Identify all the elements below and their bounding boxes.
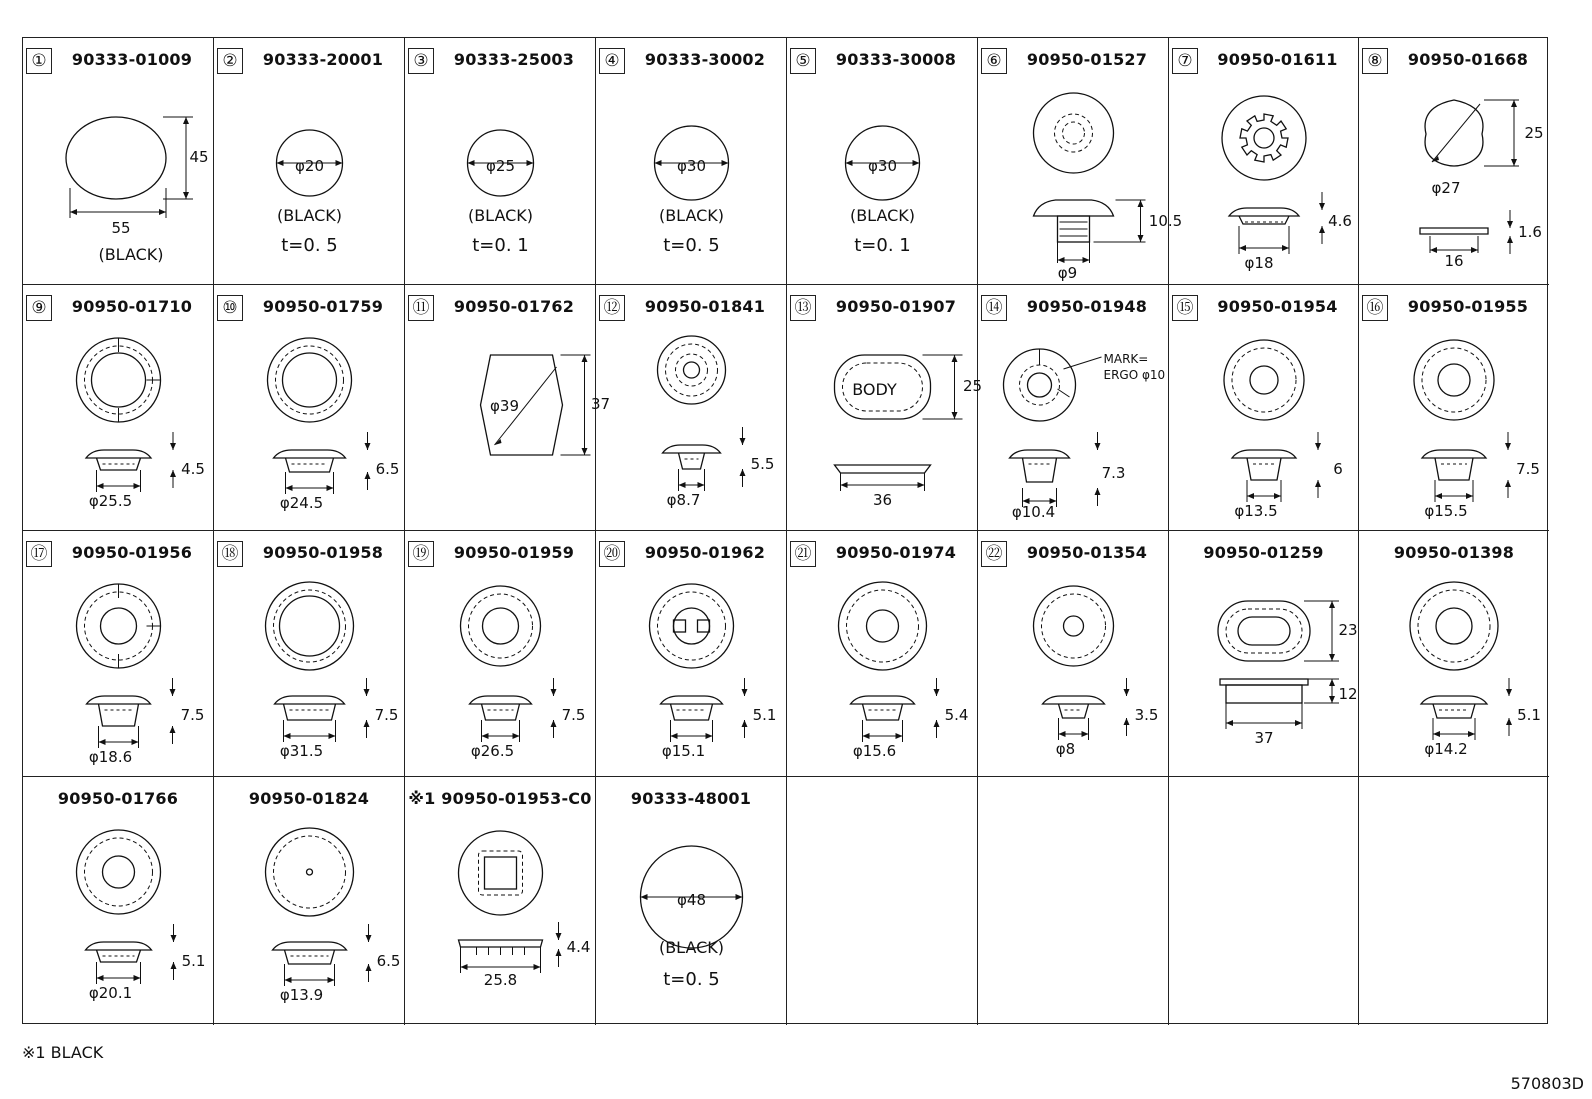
part-number: 90950-01907 [835,297,957,316]
part-drawing [77,338,177,492]
empty-cell [787,777,978,1025]
item-number: ㉒ [981,541,1007,567]
dimension-height: 7.5 [180,706,205,724]
dimension-height: 6.5 [376,952,401,970]
color-note: (BLACK) [658,206,725,225]
thickness-note: t=0. 5 [281,235,338,256]
part-cell [23,777,214,1025]
dimension-height: 4.4 [566,938,591,956]
dimension-diameter: φ18.6 [88,748,133,766]
part-cell [978,38,1183,285]
item-number: ① [26,48,52,74]
dimension-height: 10.5 [1148,212,1183,230]
item-number: ⑦ [1172,48,1198,74]
body-label: BODY [852,380,897,399]
part-figure [405,777,596,1025]
item-number: ⑥ [981,48,1007,74]
item-number: ⑧ [1362,48,1388,74]
part-number: 90950-01759 [262,297,384,316]
part-cell [596,285,787,531]
item-number: ④ [599,48,625,74]
dimension-diameter: φ9 [1057,264,1078,282]
part-number: 90333-20001 [262,50,384,69]
part-figure [978,531,1169,777]
part-drawing [1218,601,1339,729]
part-drawing [1420,100,1519,254]
part-drawing [1410,582,1512,740]
dimension-diameter: φ18 [1244,254,1274,272]
part-figure [1359,38,1549,285]
item-number: ⑱ [217,541,243,567]
part-number: 90950-01962 [644,543,766,562]
dimension-height: 5.4 [944,706,969,724]
part-drawing [268,338,371,494]
part-drawing [1034,93,1146,263]
dimension-height: 5.5 [750,455,775,473]
thickness-note: t=0. 1 [472,235,529,256]
dimension-diameter: φ25.5 [88,492,133,510]
thickness-note: t=0. 5 [663,235,720,256]
part-cell [978,285,1169,531]
item-number: ③ [408,48,434,74]
part-number: 90333-01009 [71,50,193,69]
part-cell [596,777,787,1025]
dimension-diameter: φ13.9 [279,986,324,1004]
dimension-height: 4.6 [1328,212,1352,230]
part-figure [1359,285,1549,531]
dimension-diameter: φ20.1 [88,984,133,1002]
part-number: 90950-01841 [644,297,766,316]
part-cell [1169,531,1359,777]
thickness-note: t=0. 1 [854,235,911,256]
part-figure [1169,531,1359,777]
item-number: ⑨ [26,295,52,321]
dimension-height: 6 [1333,460,1343,478]
dimension-diameter: φ30 [868,157,897,175]
part-figure [405,285,611,531]
part-number: 90950-01959 [453,543,575,562]
part-drawing [266,582,370,742]
drawing-code: 570803D [1510,1074,1584,1093]
part-number: 90950-01974 [835,543,957,562]
color-note: (BLACK) [467,206,534,225]
part-figure [1359,531,1549,777]
dimension-height: 37 [590,395,611,413]
item-number: ⑳ [599,541,625,567]
dimension-diameter: φ31.5 [279,742,324,760]
part-number: 90950-01527 [1026,50,1148,69]
part-cell [23,285,214,531]
part-figure [214,531,405,777]
dimension-height: 5.1 [1517,706,1541,724]
color-note: (BLACK) [98,245,164,264]
part-figure [23,531,214,777]
dimension-width: 36 [872,491,893,509]
dimension-diameter: φ30 [677,157,706,175]
part-number: 90333-30008 [835,50,957,69]
thickness-note: t=0. 5 [663,969,720,990]
dimension-height: 5.1 [181,952,206,970]
part-figure [214,38,405,285]
part-number: 90950-01958 [262,543,384,562]
part-number: 90950-01956 [71,543,193,562]
dimension-height: 7.5 [561,706,586,724]
part-number: 90950-01955 [1407,297,1529,316]
part-cell [1359,285,1549,531]
part-drawing [835,355,963,491]
part-figure [405,38,596,285]
part-cell [787,38,978,285]
part-cell [214,38,405,285]
item-number: ⑪ [408,295,434,321]
dimension-height: 7.5 [1516,460,1540,478]
part-drawing [77,830,177,984]
dimension-height-body: 12 [1338,685,1358,703]
dimension-diameter: φ15.6 [852,742,897,760]
part-number: 90950-01824 [248,789,370,808]
item-number: ⑩ [217,295,243,321]
part-cell [1359,38,1549,285]
part-drawing [839,582,940,742]
part-figure [787,285,983,531]
footnote: ※1 BLACK [22,1043,104,1062]
part-drawing [1034,586,1130,740]
dimension-height: 6.5 [375,460,400,478]
part-drawing [266,828,372,986]
part-figure [23,777,214,1025]
dimension-width: 25.8 [483,971,518,989]
part-figure [596,285,787,531]
part-figure [23,38,214,285]
mark-note: MARK= [1103,352,1149,366]
part-drawing [66,117,193,218]
color-note: (BLACK) [658,938,725,957]
color-note: (BLACK) [849,206,916,225]
part-number: 90950-01766 [57,789,179,808]
part-figure [23,285,214,531]
dimension-diameter: φ13.5 [1234,502,1278,520]
part-drawing [658,336,746,491]
dimension-diameter: φ8 [1055,740,1076,758]
item-number: ⑲ [408,541,434,567]
part-drawing [461,586,557,742]
part-drawing [1004,349,1102,507]
part-figure [596,38,787,285]
part-number: 90950-01354 [1026,543,1148,562]
part-number: 90333-25003 [453,50,575,69]
part-cell [596,531,787,777]
dimension-height: 45 [189,148,209,166]
item-number: ⑭ [981,295,1007,321]
item-number: ⑤ [790,48,816,74]
ergo-note: ERGO φ10 [1103,368,1166,382]
part-drawing [459,831,562,973]
part-cell [1169,38,1359,285]
part-cell [214,777,405,1025]
empty-cell [978,777,1169,1025]
part-figure [596,777,787,1025]
item-number: ⑯ [1362,295,1388,321]
part-figure [1169,285,1359,531]
item-number: ⑰ [26,541,52,567]
dimension-diameter: φ27 [1431,179,1461,197]
dimension-height: 7.5 [374,706,399,724]
part-figure [1169,38,1359,285]
part-drawing [650,584,748,742]
part-cell [214,531,405,777]
part-number: 90950-01668 [1407,50,1529,69]
part-cell [787,285,983,531]
part-drawing [1414,340,1511,502]
dimension-diameter: φ14.2 [1424,740,1468,758]
part-number: 90950-01948 [1026,297,1148,316]
dimension-height: 7.3 [1101,464,1126,482]
part-figure [214,777,405,1025]
part-figure [787,531,978,777]
dimension-height: 3.5 [1134,706,1159,724]
part-number: 90950-01762 [453,297,575,316]
dimension-thickness: 1.6 [1518,223,1542,241]
part-figure [214,285,405,531]
part-number: 90333-30002 [644,50,766,69]
part-cell [405,38,596,285]
part-cell [978,531,1169,777]
dimension-diameter: φ10.4 [1011,503,1056,521]
dimension-diameter: φ48 [677,891,706,909]
part-cell [214,285,405,531]
part-number: 90333-48001 [630,789,752,808]
part-cell [23,38,214,285]
dimension-height: 4.5 [181,460,205,478]
part-number: 90950-01259 [1203,543,1324,562]
dimension-width: 16 [1444,252,1464,270]
part-number: 90950-01710 [71,297,193,316]
item-number: ⑮ [1172,295,1198,321]
part-cell [1359,531,1549,777]
dimension-height: 25 [962,377,983,395]
empty-cell [1169,777,1359,1025]
dimension-diameter: φ25 [486,157,515,175]
dimension-diameter: φ39 [490,397,519,415]
part-drawing [1222,96,1325,254]
part-drawing [77,584,176,748]
part-cell [596,38,787,285]
parts-grid [22,37,1548,1024]
dimension-diameter: φ20 [295,157,324,175]
part-cell [405,777,596,1025]
part-number: 90950-01398 [1393,543,1515,562]
dimension-width: 37 [1254,729,1274,747]
part-number: 90950-01611 [1217,50,1338,69]
part-drawing [1224,340,1321,502]
dimension-diameter: φ24.5 [279,494,324,512]
empty-cell [1359,777,1549,1025]
part-cell [405,285,611,531]
item-number: ⑬ [790,295,816,321]
dimension-width: 55 [111,219,131,237]
part-cell [405,531,596,777]
dimension-diameter: φ8.7 [666,491,701,509]
part-figure [978,38,1183,285]
part-cell [1169,285,1359,531]
part-cell [23,531,214,777]
color-note: (BLACK) [276,206,343,225]
dimension-diameter: φ15.5 [1424,502,1468,520]
part-number: ※1 90950-01953-C0 [408,789,592,808]
part-figure [787,38,978,285]
dimension-height: 5.1 [752,706,777,724]
dimension-diameter: φ15.1 [661,742,706,760]
part-figure [978,285,1169,531]
item-number: ⑫ [599,295,625,321]
dimension-height: 23 [1338,621,1358,639]
dimension-diameter: φ26.5 [470,742,515,760]
item-number: ㉑ [790,541,816,567]
part-figure [405,531,596,777]
dimension-height: 25 [1524,124,1544,142]
part-number: 90950-01954 [1217,297,1338,316]
part-figure [596,531,787,777]
item-number: ② [217,48,243,74]
part-cell [787,531,978,777]
